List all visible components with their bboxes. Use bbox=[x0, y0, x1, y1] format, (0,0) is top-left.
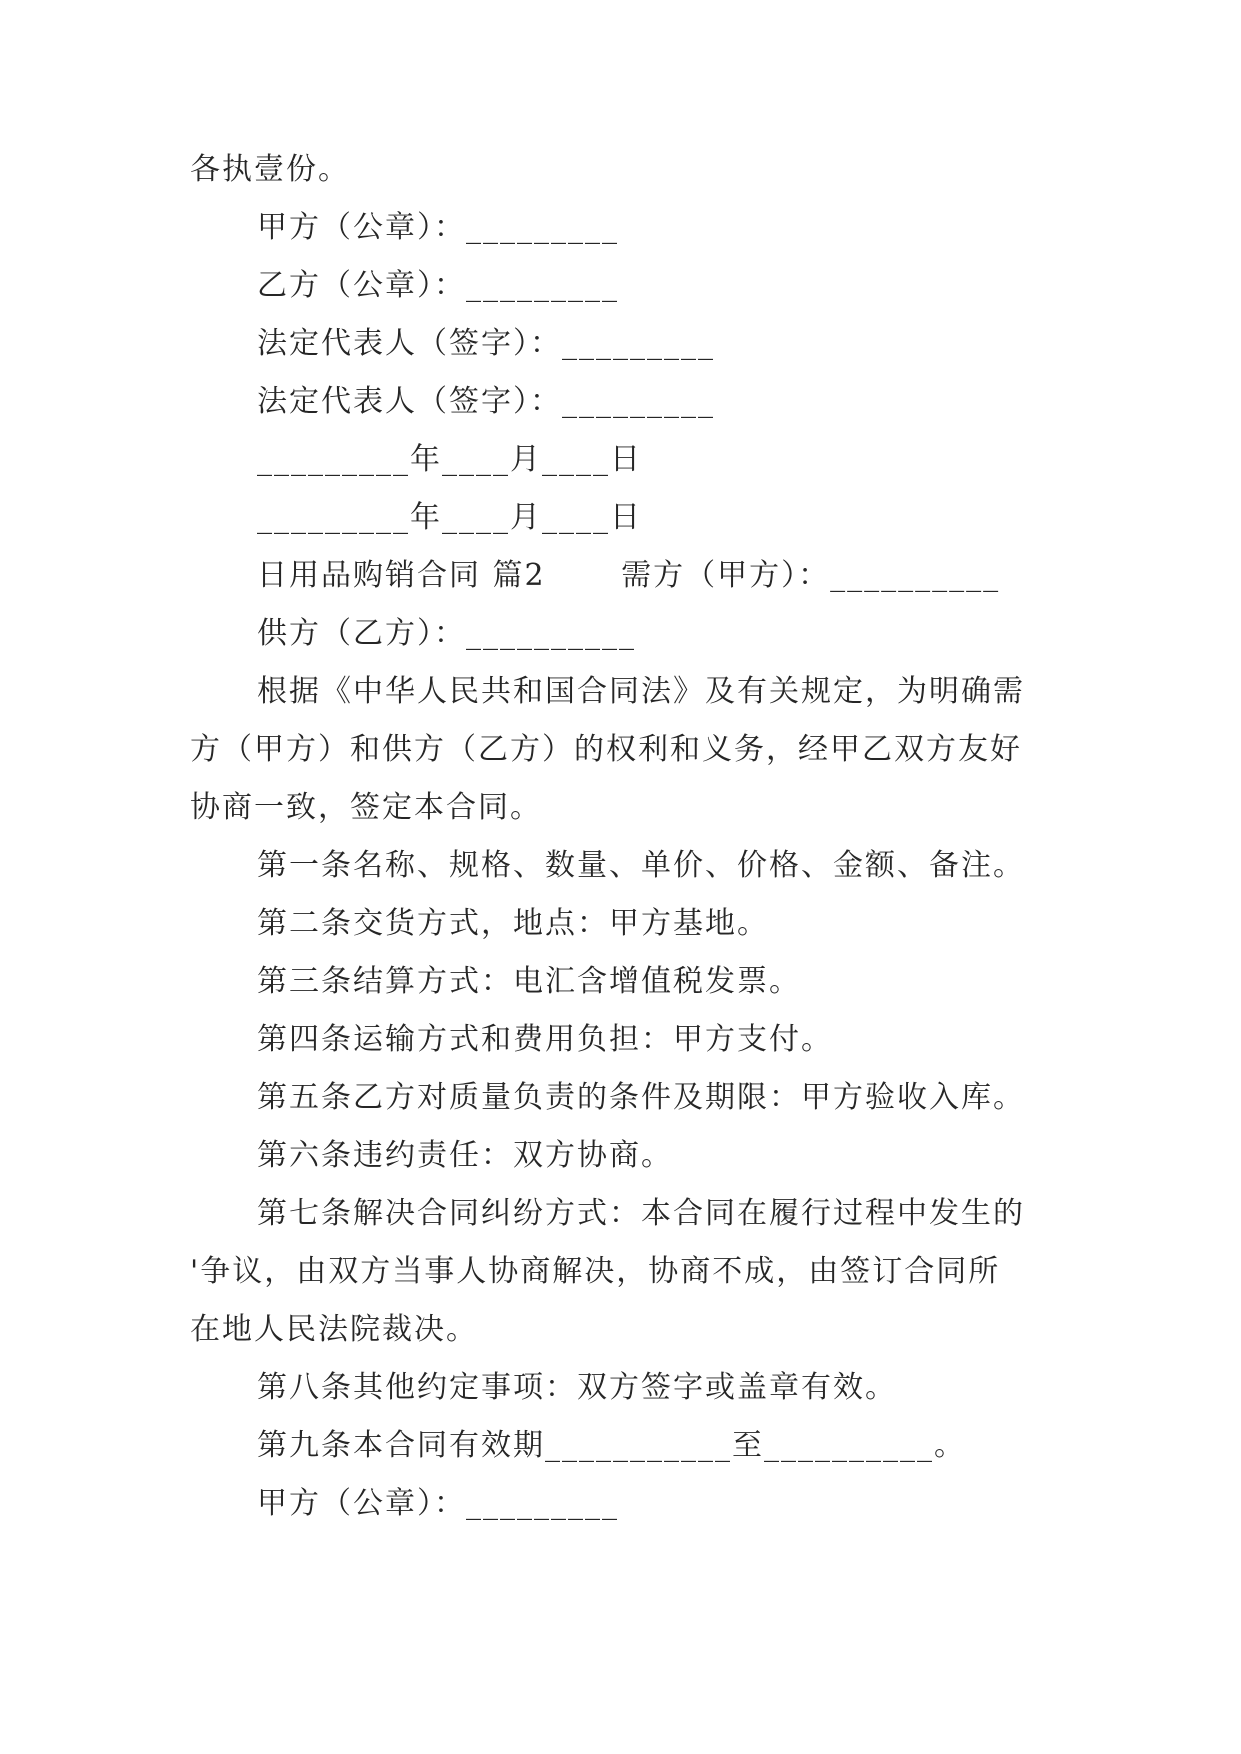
text-line: 根据《中华人民共和国合同法》及有关规定，为明确需 bbox=[257, 674, 1025, 709]
text-line: 乙方（公章）：_________ bbox=[257, 268, 619, 303]
text-line: 第四条运输方式和费用负担：甲方支付。 bbox=[257, 1022, 833, 1057]
text-line: 协商一致，签定本合同。 bbox=[190, 790, 542, 825]
text-line: _________年____月____日 bbox=[257, 442, 642, 477]
text-line: 在地人民法院裁决。 bbox=[190, 1312, 478, 1347]
text-line: _________年____月____日 bbox=[257, 500, 642, 535]
text-line: 日用品购销合同 篇2 需方（甲方）：__________ bbox=[257, 558, 1001, 593]
text-line: 第二条交货方式，地点：甲方基地。 bbox=[257, 906, 769, 941]
text-line: 第九条本合同有效期___________至__________。 bbox=[257, 1428, 966, 1463]
text-line: 甲方（公章）：_________ bbox=[257, 1486, 619, 1521]
text-line: 法定代表人（签字）：_________ bbox=[257, 384, 715, 419]
text-line: 第三条结算方式：电汇含增值税发票。 bbox=[257, 964, 801, 999]
text-line: 第六条违约责任：双方协商。 bbox=[257, 1138, 673, 1173]
text-line: '争议，由双方当事人协商解决，协商不成，由签订合同所 bbox=[190, 1254, 1001, 1289]
text-line: 法定代表人（签字）：_________ bbox=[257, 326, 715, 361]
text-line: 第五条乙方对质量负责的条件及期限：甲方验收入库。 bbox=[257, 1080, 1025, 1115]
text-line: 供方（乙方）：__________ bbox=[257, 616, 636, 651]
text-line: 甲方（公章）：_________ bbox=[257, 210, 619, 245]
text-line: 第一条名称、规格、数量、单价、价格、金额、备注。 bbox=[257, 848, 1025, 883]
text-line: 第八条其他约定事项：双方签字或盖章有效。 bbox=[257, 1370, 897, 1405]
text-line: 方（甲方）和供方（乙方）的权利和义务，经甲乙双方友好 bbox=[190, 732, 1022, 767]
text-line: 第七条解决合同纠纷方式：本合同在履行过程中发生的 bbox=[257, 1196, 1025, 1231]
text-line: 各执壹份。 bbox=[190, 152, 350, 187]
